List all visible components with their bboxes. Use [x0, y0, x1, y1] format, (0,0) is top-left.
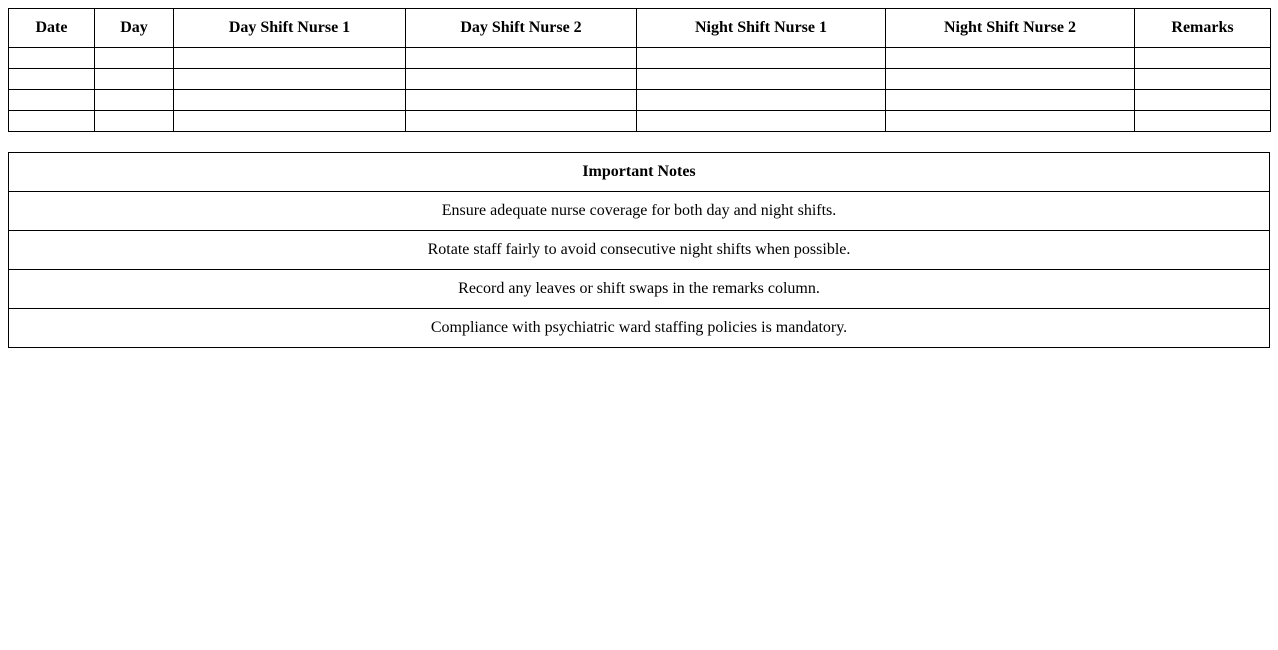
date-cell: [9, 48, 95, 69]
notes-title: Important Notes: [9, 153, 1270, 192]
table-row: [9, 69, 1271, 90]
day-cell: [95, 111, 174, 132]
day-shift-nurse-1-cell: [174, 69, 406, 90]
night-shift-nurse-2-cell: [886, 48, 1135, 69]
column-header-day-shift-nurse-1: Day Shift Nurse 1: [174, 9, 406, 48]
note-item: Compliance with psychiatric ward staffing policies is mandatory.: [9, 309, 1270, 348]
important-notes-table: [8, 152, 1270, 348]
table-row: [9, 309, 1270, 348]
schedule-header-row: [9, 9, 1271, 48]
note-item: Record any leaves or shift swaps in the remarks column.: [9, 270, 1270, 309]
date-cell: [9, 90, 95, 111]
night-shift-nurse-2-cell: [886, 69, 1135, 90]
day-shift-nurse-1-cell: [174, 90, 406, 111]
day-shift-nurse-2-cell: [406, 111, 637, 132]
table-row: [9, 270, 1270, 309]
day-cell: [95, 48, 174, 69]
day-shift-nurse-2-cell: [406, 69, 637, 90]
day-shift-nurse-1-cell: [174, 111, 406, 132]
day-cell: [95, 69, 174, 90]
night-shift-nurse-1-cell: [637, 69, 886, 90]
note-item: Rotate staff fairly to avoid consecutive night shifts when possible.: [9, 231, 1270, 270]
remarks-cell: [1135, 48, 1271, 69]
night-shift-nurse-2-cell: [886, 90, 1135, 111]
remarks-cell: [1135, 69, 1271, 90]
date-cell: [9, 69, 95, 90]
day-cell: [95, 90, 174, 111]
night-shift-nurse-2-cell: [886, 111, 1135, 132]
note-item: Ensure adequate nurse coverage for both day and night shifts.: [9, 192, 1270, 231]
table-row: [9, 231, 1270, 270]
date-cell: [9, 111, 95, 132]
night-shift-nurse-1-cell: [637, 111, 886, 132]
shift-schedule-table: [8, 8, 1271, 132]
column-header-date: Date: [9, 9, 95, 48]
table-row: [9, 192, 1270, 231]
column-header-remarks: Remarks: [1135, 9, 1271, 48]
day-shift-nurse-1-cell: [174, 48, 406, 69]
remarks-cell: [1135, 111, 1271, 132]
table-row: [9, 90, 1271, 111]
day-shift-nurse-2-cell: [406, 48, 637, 69]
night-shift-nurse-1-cell: [637, 48, 886, 69]
night-shift-nurse-1-cell: [637, 90, 886, 111]
column-header-day-shift-nurse-2: Day Shift Nurse 2: [406, 9, 637, 48]
remarks-cell: [1135, 90, 1271, 111]
table-row: [9, 111, 1271, 132]
notes-header-row: [9, 153, 1270, 192]
column-header-night-shift-nurse-2: Night Shift Nurse 2: [886, 9, 1135, 48]
day-shift-nurse-2-cell: [406, 90, 637, 111]
column-header-day: Day: [95, 9, 174, 48]
column-header-night-shift-nurse-1: Night Shift Nurse 1: [637, 9, 886, 48]
table-row: [9, 48, 1271, 69]
